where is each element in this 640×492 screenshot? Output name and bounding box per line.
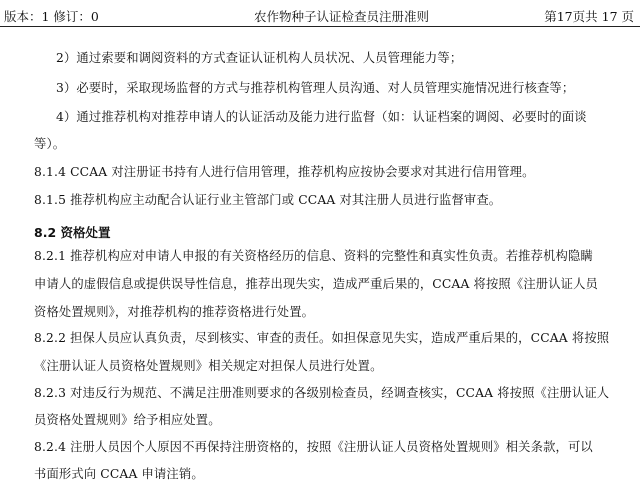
clause-8-2-2-line-2: 《注册认证人员资格处置规则》相关规定对担保人员进行处置。 (34, 359, 383, 373)
clause-8-2-3-line-1: 8.2.3 对违反行为规范、不满足注册准则要求的各级别检查员，经调查核实，CCAA 将按照《注册认证人 (34, 386, 610, 400)
version-info: 版本：1 修订：0 (4, 9, 99, 24)
clause-8-2-2-line-1: 8.2.2 担保人员应认真负责，尽到核实、审查的责任。如担保意见失实，造成严重后果的，CCAA 将按照 (34, 331, 610, 345)
clause-8-2-4-line-2: 书面形式向 CCAA 申请注销。 (34, 467, 204, 481)
clause-8-2-1-line-2: 申请人的虚假信息或提供误导性信息，推荐出现失实，造成严重后果的，CCAA 将按照《注册认证人员 (34, 277, 599, 291)
list-item-3: 3）必要时，采取现场监督的方式与推荐机构管理人员沟通、对人员管理实施情况进行核查等； (56, 81, 575, 95)
clause-8-2-3-line-2: 员资格处置规则》给予相应处置。 (34, 413, 221, 427)
list-item-4-line-1: 4）通过推荐机构对推荐申请人的认证活动及能力进行监督（如：认证档案的调阅、必要时的面谈 (56, 110, 587, 124)
clause-8-2-1-line-1: 8.2.1 推荐机构应对申请人申报的有关资格经历的信息、资料的完整性和真实性负责。若推荐机构隐瞒 (34, 249, 593, 263)
clause-8-2-1-line-3: 资格处置规则》，对推荐机构的推荐资格进行处置。 (34, 305, 315, 319)
page-number: 第17页共 17 页 (544, 9, 634, 24)
document-title: 农作物种子认证检查员注册准则 (254, 9, 430, 24)
clause-8-1-4: 8.1.4 CCAA 对注册证书持有人进行信用管理，推荐机构应按协会要求对其进行信用管理。 (34, 165, 535, 179)
list-item-2: 2）通过索要和调阅资料的方式查证认证机构人员状况、人员管理能力等； (56, 51, 463, 65)
page-header (0, 0, 640, 27)
clause-8-2-4-line-1: 8.2.4 注册人员因个人原因不再保持注册资格的，按照《注册认证人员资格处置规则》相关条款，可以 (34, 440, 593, 454)
section-heading: 8.2 资格处置 (34, 225, 111, 240)
list-item-4-line-2: 等）。 (34, 137, 66, 151)
clause-8-1-5: 8.1.5 推荐机构应主动配合认证行业主管部门或 CCAA 对其注册人员进行监督审查。 (34, 193, 502, 207)
